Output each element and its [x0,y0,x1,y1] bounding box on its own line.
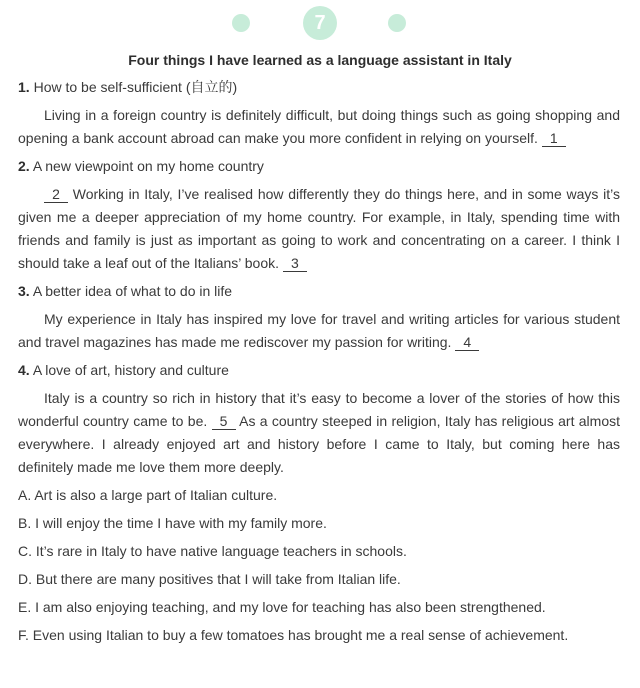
option-e: E. I am also enjoying teaching, and my love for teaching has also been strengthened. [18,599,546,615]
option-a: A. Art is also a large part of Italian culture. [18,487,278,503]
section-number: 2. [18,158,30,174]
option-f: F. Even using Italian to buy a few tomatoes has brought me a real sense of achievement. [18,627,569,643]
answer-blank-3[interactable]: 3 [283,255,307,272]
section-heading-text: How to be self-sufficient (自立的) [33,79,238,95]
article-body [18,76,620,652]
option-d: D. But there are many positives that I will take from Italian life. [18,571,401,587]
section-paragraph-3 [18,308,620,354]
paragraph-text: Working in Italy, I’ve realised how differently they do things here, and in some ways it’s given me a deeper appreciation of my home country. For example, in Italy, spending time with friends and family is just as important as going to work and concentrating on a career. I think I should take a leaf out of the Italians’ book. [18,186,620,271]
section-heading-4 [18,359,620,382]
page-title: Four things I have learned as a language assistant in Italy [128,52,512,68]
section-heading-text: A better idea of what to do in life [32,283,233,299]
section-badge [0,6,640,40]
paragraph-text: Italy is a country so rich in history that it’s easy to become a lover of the stories of how this wonderful country came to be. [18,390,620,429]
answer-blank-2[interactable]: 2 [44,186,68,203]
section-paragraph-4 [18,387,620,479]
option-c: C. It’s rare in Italy to have native language teachers in schools. [18,543,407,559]
section-heading-text: A new viewpoint on my home country [32,158,264,174]
option-b: B. I will enjoy the time I have with my family more. [18,515,327,531]
section-heading-2 [18,155,620,178]
paragraph-text: As a country steeped in religion, Italy has religious art almost everywhere. I already enjoyed art and history before I came to Italy, but coming here has definitely made me love them more deeply. [18,413,621,475]
decorative-dot-right [388,14,406,32]
answer-blank-1[interactable]: 1 [542,130,566,147]
section-number: 4. [18,362,30,378]
section-paragraph-2 [18,183,620,275]
decorative-dot-left [232,14,250,32]
paragraph-text: Living in a foreign country is definitely difficult, but doing things such as going shopping and opening a bank account abroad can make you more confident in relying on yourself. [18,107,620,146]
section-heading-text: A love of art, history and culture [32,362,229,378]
paragraph-text: My experience in Italy has inspired my love for travel and writing articles for various student and travel magazines has made me rediscover my passion for writing. [18,311,620,350]
section-heading-3 [18,280,620,303]
section-paragraph-1 [18,104,620,150]
section-heading-1 [18,76,620,99]
section-number: 3. [18,283,30,299]
answer-blank-4[interactable]: 4 [455,334,479,351]
question-number-badge: 7 [303,6,337,40]
section-number: 1. [18,79,30,95]
answer-blank-5[interactable]: 5 [212,413,236,430]
